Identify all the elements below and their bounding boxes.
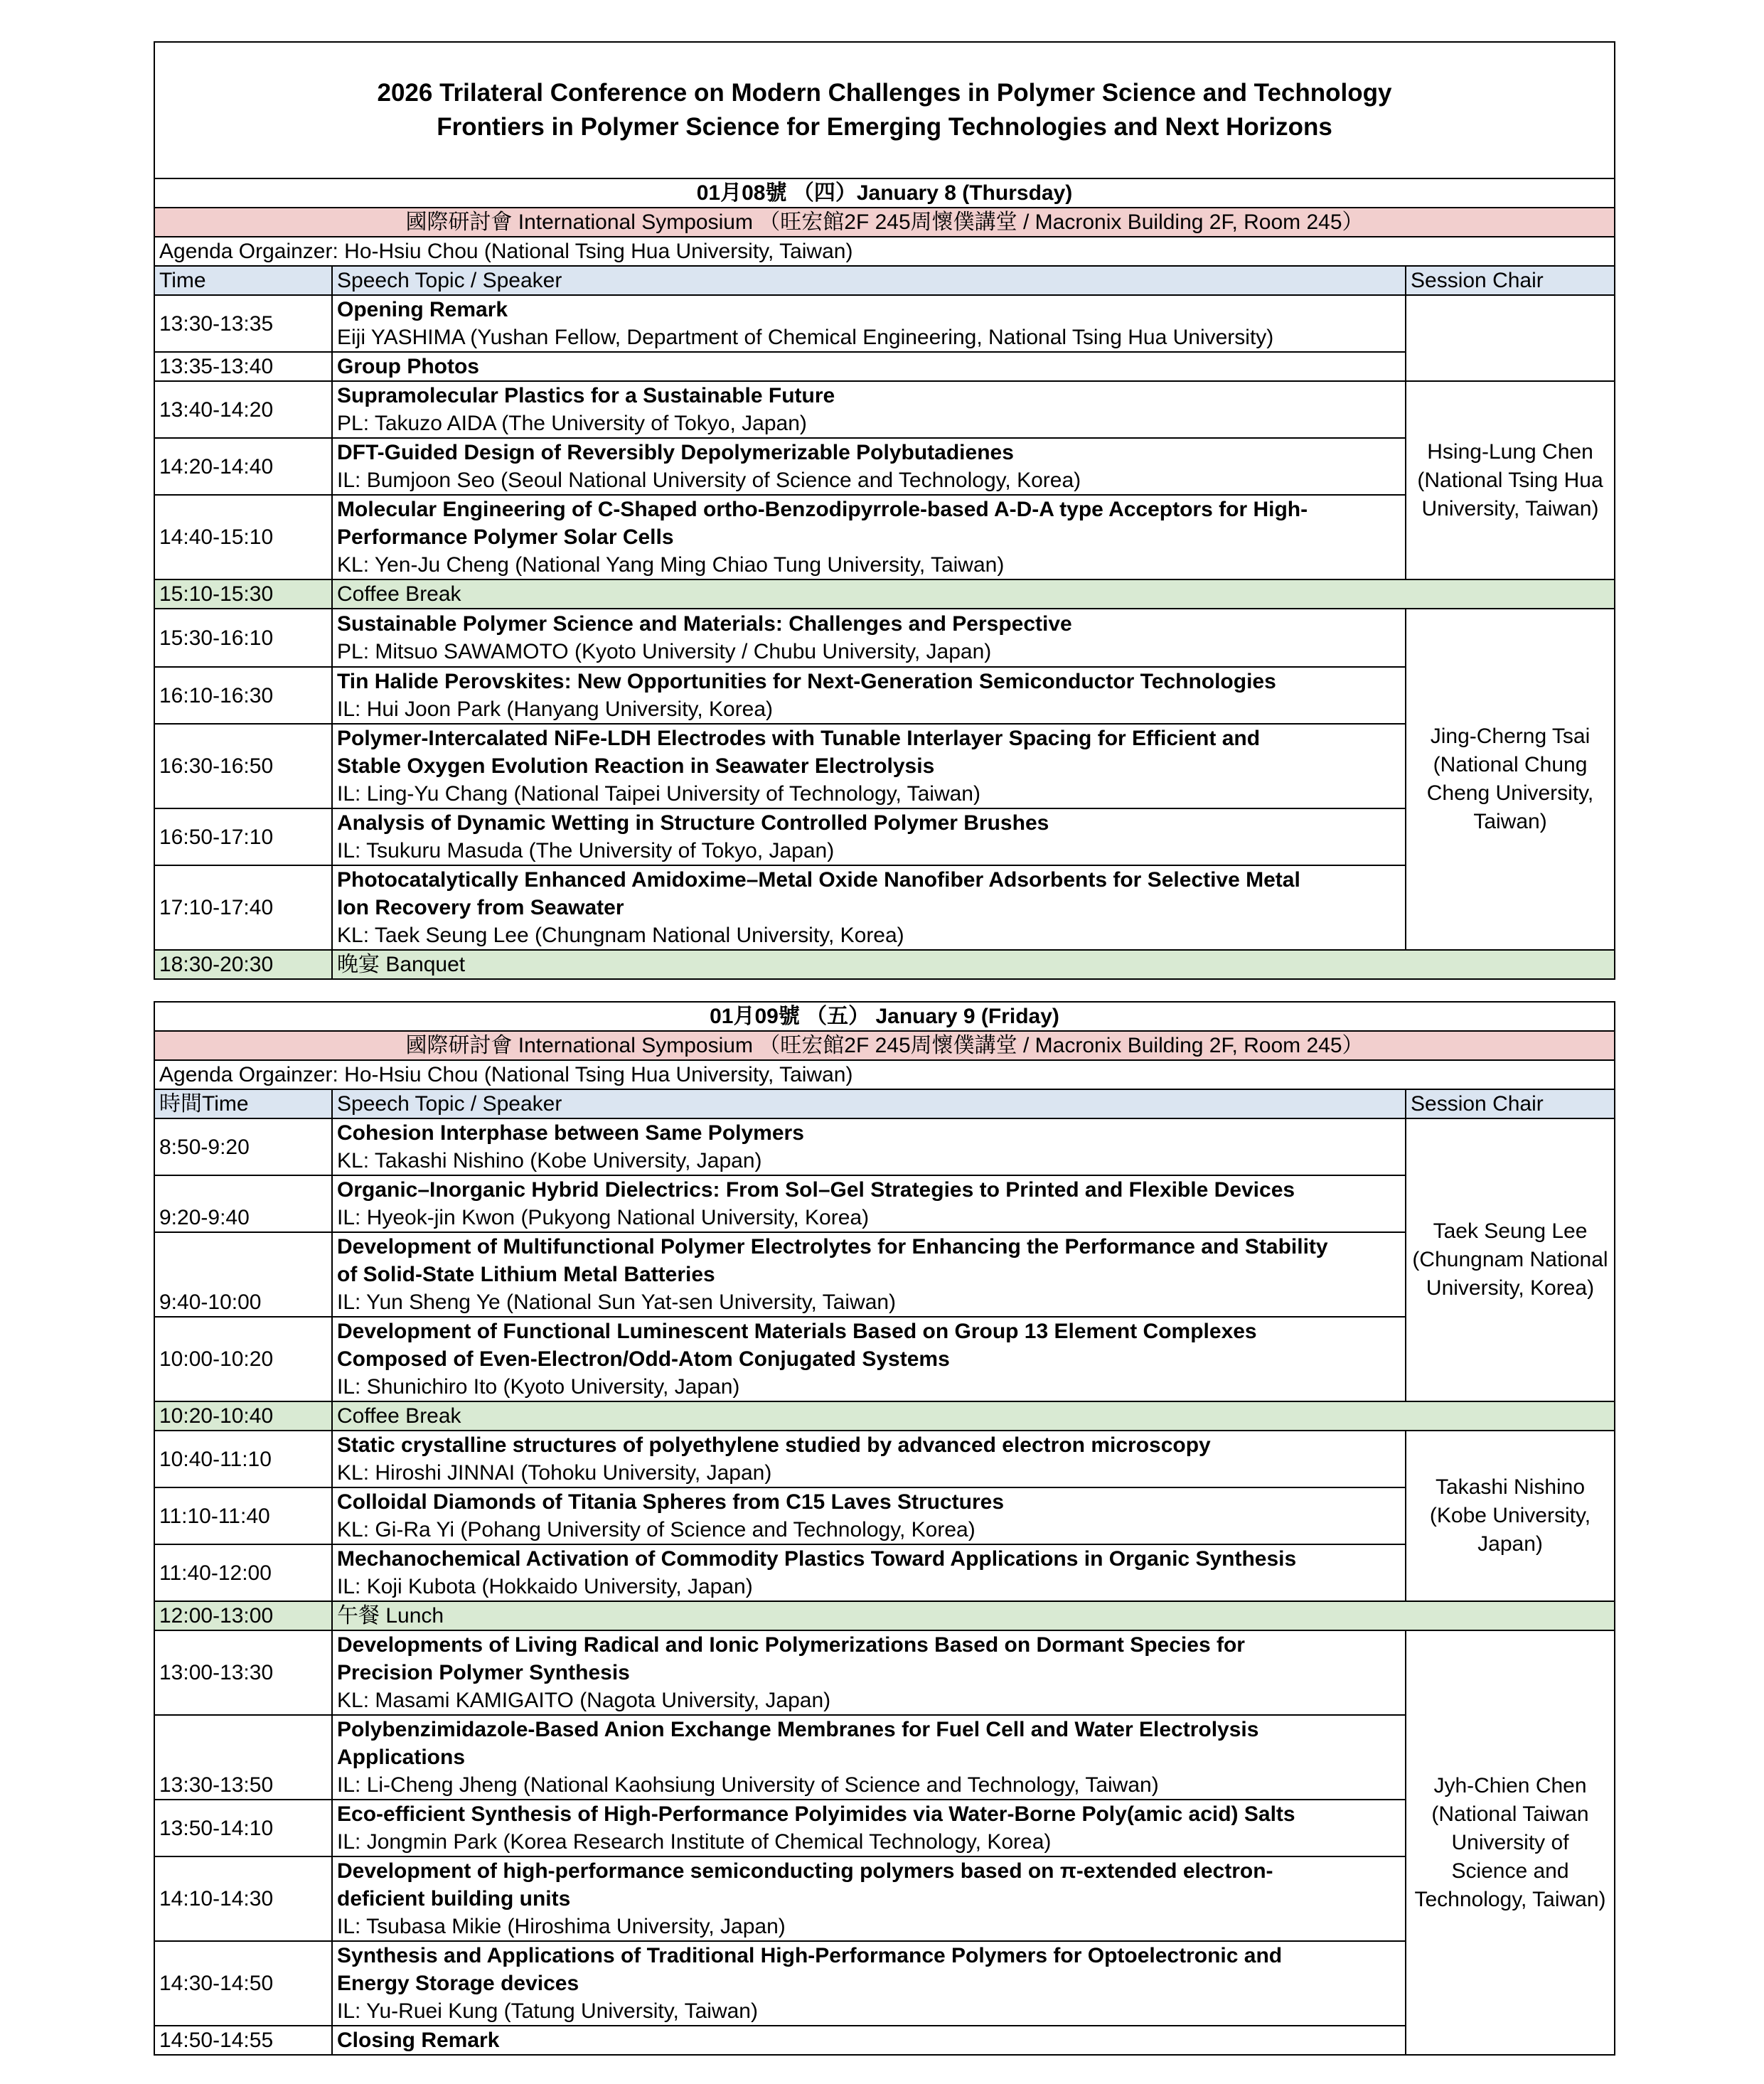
header-time: Time — [154, 266, 332, 295]
talk-title-cont: Composed of Even-Electron/Odd-Atom Conjugated Systems — [337, 1347, 950, 1371]
talk-speaker: IL: Bumjoon Seo (Seoul National University of Science and Technology, Korea) — [337, 469, 1081, 492]
talk-speaker: IL: Yun Sheng Ye (National Sun Yat-sen University, Taiwan) — [337, 1291, 897, 1314]
table-row — [154, 609, 1615, 667]
day2-organizer: Agenda Orgainzer: Ho-Hsiu Chou (National Tsing Hua University, Taiwan) — [154, 1060, 1615, 1089]
time-cell: 13:50-14:10 — [154, 1800, 332, 1856]
talk-speaker: PL: Mitsuo SAWAMOTO (Kyoto University / Chubu University, Japan) — [337, 640, 992, 663]
time-cell: 13:35-13:40 — [154, 352, 332, 381]
talk-speaker: KL: Hiroshi JINNAI (Tohoku University, Japan) — [337, 1461, 772, 1485]
talk-title: Polybenzimidazole-Based Anion Exchange Membranes for Fuel Cell and Water Electrolysis — [337, 1718, 1259, 1741]
time-cell: 12:00-13:00 — [154, 1601, 332, 1630]
time-cell: 9:20-9:40 — [154, 1175, 332, 1232]
table-row — [154, 352, 1615, 381]
talk-speaker: IL: Tsubasa Mikie (Hiroshima University, Japan) — [337, 1915, 786, 1938]
break-label: 晚宴 Banquet — [332, 950, 1615, 979]
topic-cell — [332, 1431, 1406, 1487]
session-chair-3: Jyh-Chien Chen (National Taiwan University of Science and Technology, Taiwan) — [1406, 1630, 1615, 2055]
talk-speaker: KL: Takashi Nishino (Kobe University, Japan) — [337, 1149, 762, 1172]
talk-title: Supramolecular Plastics for a Sustainable Future — [337, 384, 835, 407]
talk-title: Opening Remark — [337, 298, 508, 321]
time-cell: 14:10-14:30 — [154, 1856, 332, 1941]
talk-speaker: KL: Taek Seung Lee (Chungnam National University, Korea) — [337, 924, 904, 947]
time-cell: 11:10-11:40 — [154, 1487, 332, 1544]
topic-cell — [332, 1856, 1406, 1941]
talk-speaker: IL: Li-Cheng Jheng (National Kaohsiung University of Science and Technology, Taiwan) — [337, 1773, 1159, 1797]
session-chair-1: Taek Seung Lee (Chungnam National University, Korea) — [1406, 1118, 1615, 1401]
table-row — [154, 1544, 1615, 1601]
talk-title: DFT-Guided Design of Reversibly Depolymerizable Polybutadienes — [337, 441, 1014, 464]
time-cell: 13:30-13:50 — [154, 1715, 332, 1800]
talk-title: Static crystalline structures of polyethylene studied by advanced electron microscopy — [337, 1433, 1211, 1457]
talk-title: Polymer-Intercalated NiFe-LDH Electrodes with Tunable Interlayer Spacing for Efficient and — [337, 727, 1261, 750]
table-row — [154, 1715, 1615, 1800]
topic-cell — [332, 1487, 1406, 1544]
table-row — [154, 2026, 1615, 2055]
topic-cell — [332, 1175, 1406, 1232]
time-cell: 13:40-14:20 — [154, 381, 332, 438]
session-chair-2: Takashi Nishino (Kobe University, Japan) — [1406, 1431, 1615, 1601]
talk-title-cont: Ion Recovery from Seawater — [337, 896, 624, 919]
break-label: 午餐 Lunch — [332, 1601, 1615, 1630]
topic-cell — [332, 1317, 1406, 1401]
talk-speaker: KL: Masami KAMIGAITO (Nagota University, Japan) — [337, 1689, 831, 1712]
time-cell: 17:10-17:40 — [154, 865, 332, 950]
topic-cell — [332, 865, 1406, 950]
topic-cell — [332, 1544, 1406, 1601]
topic-cell — [332, 381, 1406, 438]
time-cell: 13:30-13:35 — [154, 295, 332, 352]
time-cell: 18:30-20:30 — [154, 950, 332, 979]
table-row — [154, 1431, 1615, 1487]
time-cell: 15:30-16:10 — [154, 609, 332, 667]
topic-cell — [332, 1232, 1406, 1317]
title-line-2: Frontiers in Polymer Science for Emerging Technologies and Next Horizons — [437, 113, 1332, 141]
talk-title-cont: of Solid-State Lithium Metal Batteries — [337, 1263, 715, 1286]
table-row — [154, 1601, 1615, 1630]
talk-title: Cohesion Interphase between Same Polymers — [337, 1121, 804, 1145]
talk-speaker: IL: Jongmin Park (Korea Research Institute of Chemical Technology, Korea) — [337, 1830, 1052, 1854]
talk-title-cont: Applications — [337, 1746, 466, 1769]
talk-speaker: IL: Yu-Ruei Kung (Tatung University, Taiwan) — [337, 1999, 758, 2023]
talk-title-cont: Performance Polymer Solar Cells — [337, 525, 674, 549]
header-chair: Session Chair — [1406, 1089, 1615, 1118]
talk-title-cont: Energy Storage devices — [337, 1972, 579, 1995]
header-topic: Speech Topic / Speaker — [332, 1089, 1406, 1118]
talk-speaker: IL: Hyeok-jin Kwon (Pukyong National University, Korea) — [337, 1206, 870, 1229]
table-row — [154, 1487, 1615, 1544]
talk-title: Synthesis and Applications of Traditional High-Performance Polymers for Optoelectronic and — [337, 1944, 1283, 1967]
talk-speaker: Eiji YASHIMA (Yushan Fellow, Department of Chemical Engineering, National Tsing Hua University) — [337, 326, 1274, 349]
day2-agenda — [154, 1001, 1614, 2056]
table-row — [154, 495, 1615, 579]
day1-symposium: 國際研討會 International Symposium （旺宏館2F 245周懷僕講堂 / Macronix Building 2F, Room 245） — [154, 208, 1615, 237]
talk-title: Eco-efficient Synthesis of High-Performance Polyimides via Water-Borne Poly(amic acid) Salts — [337, 1802, 1295, 1826]
table-row — [154, 438, 1615, 495]
day2-symposium: 國際研討會 International Symposium （旺宏館2F 245周懷僕講堂 / Macronix Building 2F, Room 245） — [154, 1031, 1615, 1060]
talk-title: Group Photos — [337, 355, 479, 378]
table-row — [154, 950, 1615, 979]
talk-title: Developments of Living Radical and Ionic Polymerizations Based on Dormant Species for — [337, 1633, 1245, 1657]
topic-cell — [332, 1118, 1406, 1175]
time-cell: 16:50-17:10 — [154, 808, 332, 865]
time-cell: 14:50-14:55 — [154, 2026, 332, 2055]
header-topic: Speech Topic / Speaker — [332, 266, 1406, 295]
talk-title: Sustainable Polymer Science and Materials: Challenges and Perspective — [337, 612, 1072, 636]
topic-cell — [332, 724, 1406, 808]
talk-speaker: KL: Yen-Ju Cheng (National Yang Ming Chiao Tung University, Taiwan) — [337, 553, 1005, 577]
table-row — [154, 579, 1615, 609]
table-row — [154, 295, 1615, 352]
talk-title: Development of Functional Luminescent Materials Based on Group 13 Element Complexes — [337, 1320, 1257, 1343]
topic-cell — [332, 667, 1406, 724]
talk-speaker: IL: Shunichiro Ito (Kyoto University, Japan) — [337, 1375, 740, 1399]
header-time: 時間Time — [154, 1089, 332, 1118]
talk-title: Development of high-performance semiconducting polymers based on π-extended electron- — [337, 1859, 1273, 1883]
day1-organizer: Agenda Orgainzer: Ho-Hsiu Chou (National Tsing Hua University, Taiwan) — [154, 237, 1615, 266]
break-label: Coffee Break — [332, 579, 1615, 609]
topic-cell — [332, 609, 1406, 667]
talk-title: Closing Remark — [337, 2029, 500, 2052]
table-row — [154, 1630, 1615, 1715]
time-cell: 16:30-16:50 — [154, 724, 332, 808]
time-cell: 10:00-10:20 — [154, 1317, 332, 1401]
talk-speaker: IL: Ling-Yu Chang (National Taipei University of Technology, Taiwan) — [337, 782, 980, 806]
title-line-1: 2026 Trilateral Conference on Modern Challenges in Polymer Science and Technology — [377, 79, 1392, 107]
topic-cell — [332, 1800, 1406, 1856]
table-row — [154, 1175, 1615, 1232]
talk-speaker: IL: Tsukuru Masuda (The University of Tokyo, Japan) — [337, 839, 835, 862]
day2-heading: 01月09號 （五） January 9 (Friday) — [154, 1002, 1615, 1031]
topic-cell — [332, 1630, 1406, 1715]
header-chair: Session Chair — [1406, 266, 1615, 295]
talk-title: Tin Halide Perovskites: New Opportunities for Next-Generation Semiconductor Technologies — [337, 670, 1276, 693]
day1-heading: 01月08號 （四）January 8 (Thursday) — [154, 178, 1615, 208]
talk-title: Development of Multifunctional Polymer Electrolytes for Enhancing the Performance and Stability — [337, 1235, 1328, 1259]
talk-title: Mechanochemical Activation of Commodity Plastics Toward Applications in Organic Synthesis — [337, 1547, 1297, 1571]
topic-cell — [332, 1941, 1406, 2026]
conference-title — [154, 42, 1615, 178]
table-row — [154, 1232, 1615, 1317]
break-label: Coffee Break — [332, 1401, 1615, 1431]
time-cell: 13:00-13:30 — [154, 1630, 332, 1715]
session-chair-2: Jing-Cherng Tsai (National Chung Cheng University, Taiwan) — [1406, 609, 1615, 950]
table-row — [154, 724, 1615, 808]
topic-cell — [332, 352, 1406, 381]
time-cell: 16:10-16:30 — [154, 667, 332, 724]
talk-title: Molecular Engineering of C-Shaped ortho-Benzodipyrrole-based A-D-A type Acceptors for High- — [337, 498, 1308, 521]
time-cell: 15:10-15:30 — [154, 579, 332, 609]
topic-cell — [332, 295, 1406, 352]
time-cell: 14:30-14:50 — [154, 1941, 332, 2026]
talk-speaker: KL: Gi-Ra Yi (Pohang University of Science and Technology, Korea) — [337, 1518, 975, 1541]
time-cell: 9:40-10:00 — [154, 1232, 332, 1317]
time-cell: 10:20-10:40 — [154, 1401, 332, 1431]
talk-title: Analysis of Dynamic Wetting in Structure Controlled Polymer Brushes — [337, 811, 1049, 835]
chair-cell-empty — [1406, 295, 1615, 381]
time-cell: 8:50-9:20 — [154, 1118, 332, 1175]
time-cell: 14:40-15:10 — [154, 495, 332, 579]
talk-title: Colloidal Diamonds of Titania Spheres from C15 Laves Structures — [337, 1490, 1005, 1514]
time-cell: 14:20-14:40 — [154, 438, 332, 495]
topic-cell — [332, 438, 1406, 495]
talk-title-cont: Precision Polymer Synthesis — [337, 1661, 630, 1684]
topic-cell — [332, 2026, 1406, 2055]
time-cell: 11:40-12:00 — [154, 1544, 332, 1601]
day1-table — [154, 41, 1615, 980]
talk-title: Photocatalytically Enhanced Amidoxime–Metal Oxide Nanofiber Adsorbents for Selective Metal — [337, 868, 1300, 892]
session-chair-1: Hsing-Lung Chen (National Tsing Hua University, Taiwan) — [1406, 381, 1615, 579]
table-row — [154, 808, 1615, 865]
table-row — [154, 381, 1615, 438]
talk-speaker: IL: Hui Joon Park (Hanyang University, Korea) — [337, 698, 774, 721]
talk-speaker: PL: Takuzo AIDA (The University of Tokyo, Japan) — [337, 412, 807, 435]
table-row — [154, 1800, 1615, 1856]
talk-title-cont: Stable Oxygen Evolution Reaction in Seawater Electrolysis — [337, 754, 935, 778]
talk-title-cont: deficient building units — [337, 1887, 571, 1911]
time-cell: 10:40-11:10 — [154, 1431, 332, 1487]
topic-cell — [332, 1715, 1406, 1800]
table-row — [154, 865, 1615, 950]
talk-title: Organic–Inorganic Hybrid Dielectrics: From Sol–Gel Strategies to Printed and Flexible Devices — [337, 1178, 1295, 1202]
day2-table — [154, 1001, 1615, 2056]
topic-cell — [332, 495, 1406, 579]
table-row — [154, 1941, 1615, 2026]
table-row — [154, 1401, 1615, 1431]
topic-cell — [332, 808, 1406, 865]
day1-agenda — [154, 41, 1614, 980]
table-row — [154, 667, 1615, 724]
talk-speaker: IL: Koji Kubota (Hokkaido University, Japan) — [337, 1575, 753, 1598]
table-row — [154, 1856, 1615, 1941]
table-row — [154, 1118, 1615, 1175]
table-row — [154, 1317, 1615, 1401]
